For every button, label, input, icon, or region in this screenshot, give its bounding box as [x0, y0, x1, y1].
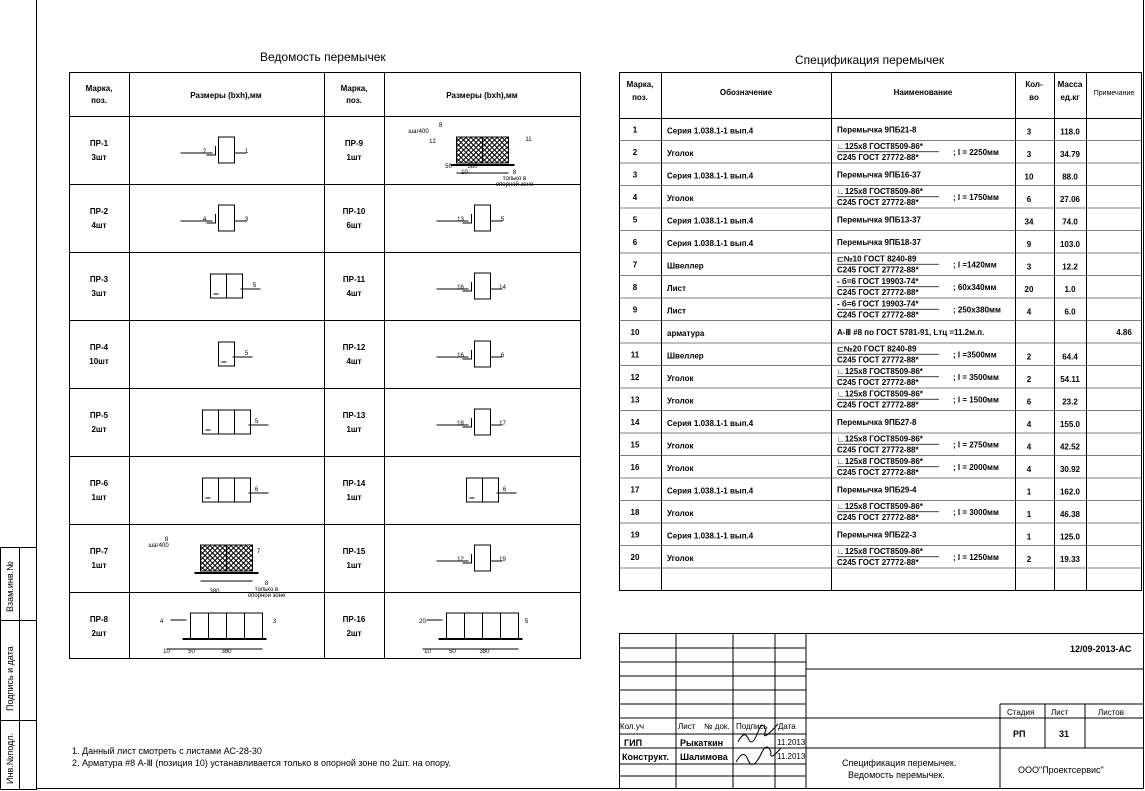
spec-qty: 34 — [1024, 217, 1034, 227]
position-label: 1 — [244, 149, 249, 155]
spec-designation: Уголок — [667, 396, 694, 406]
spec-mass: 155.0 — [1059, 419, 1081, 429]
spec-name-line1: ∟125х8 ГОСТ8509-86* — [837, 434, 923, 444]
position-label: 18 — [457, 421, 464, 427]
spec-name-line2: С245 ГОСТ 27772-88* — [837, 355, 919, 365]
lintel-qty: 4шт — [346, 289, 362, 298]
spec-qty: 4 — [1026, 419, 1032, 429]
lintel-mark: ПР-13 — [342, 411, 366, 420]
lintel-mark: ПР-5 — [89, 411, 109, 420]
position-label: шаг400 — [148, 543, 169, 549]
spec-qty: 4 — [1026, 464, 1032, 474]
spec-pos: 9 — [632, 305, 638, 315]
spec-name-line1: ∟125х8 ГОСТ8509-86* — [837, 141, 923, 151]
spec-name: Перемычка 9ПБ13-37 — [837, 215, 921, 225]
spec-pos: 8 — [632, 282, 638, 292]
lintel-mark: ПР-12 — [342, 343, 366, 352]
col-header: Кол.уч — [620, 722, 644, 731]
position-label: только в — [254, 587, 279, 593]
spec-name: Перемычка 9ПБ21-8 — [837, 125, 917, 135]
spec-mass: 12.2 — [1062, 262, 1078, 272]
lintel-mark: ПР-2 — [89, 207, 109, 216]
position-label: 50 — [188, 649, 195, 655]
lintel-qty: 3шт — [91, 289, 107, 298]
lintel-qty: 10шт — [89, 357, 109, 366]
spec-name: Перемычка 9ПБ29-4 — [837, 485, 917, 495]
side-stamp-label: Подпись и дата — [5, 646, 15, 711]
lintel-mark: ПР-11 — [342, 275, 366, 284]
spec-mass: 27.06 — [1059, 194, 1081, 204]
spec-size: ; 60х340мм — [953, 282, 997, 292]
spec-name-line1: ∟125х8 ГОСТ8509-86* — [837, 366, 923, 376]
spec-mass: 88.0 — [1062, 172, 1078, 182]
spec-pos: 11 — [630, 350, 640, 360]
name-header: Наименование — [893, 88, 953, 97]
spec-designation: Серия 1.038.1-1 вып.4 — [667, 486, 754, 496]
spec-name-line1: ⊏№20 ГОСТ 8240-89 — [837, 344, 917, 354]
spec-note: 4.86 — [1116, 327, 1132, 337]
spec-size: ; l = 1750мм — [953, 192, 999, 202]
spec-qty: 10 — [1024, 172, 1034, 182]
spec-qty: 2 — [1026, 374, 1032, 384]
lintel-section-drawing — [437, 341, 503, 367]
lintel-qty: 6шт — [346, 221, 362, 230]
note-header: Примечание — [1093, 90, 1135, 97]
spec-qty: 1 — [1026, 487, 1032, 497]
spec-mass: 54.11 — [1060, 374, 1080, 384]
position-label: 5 — [254, 419, 259, 425]
spec-name-line1: ∟125х8 ГОСТ8509-86* — [837, 186, 923, 196]
position-label: 50 — [445, 164, 452, 170]
title-block — [619, 633, 1143, 789]
lintel-qty: 4шт — [346, 357, 362, 366]
lintel-section-drawing — [437, 273, 503, 299]
col-header: Лист — [678, 722, 696, 731]
spec-name-line2: С245 ГОСТ 27772-88* — [837, 197, 919, 207]
lintel-mark: ПР-9 — [344, 139, 364, 148]
lintel-section-drawing — [203, 478, 269, 502]
spec-qty: 4 — [1026, 442, 1032, 452]
position-label: 380 — [467, 164, 478, 170]
position-label: 8 — [512, 170, 517, 176]
position-label: 50 — [449, 649, 456, 655]
spec-designation: Швеллер — [667, 261, 704, 271]
spec-designation: Швеллер — [667, 351, 704, 361]
position-label: 13 — [457, 217, 464, 223]
name-gip: Рыкаткин — [680, 738, 724, 748]
spec-title: Спецификация перемычек — [795, 53, 945, 67]
lintel-section-drawing — [167, 613, 267, 649]
doc-title-line1: Спецификация перемычек. — [842, 758, 957, 768]
position-label: 16 — [457, 285, 464, 291]
spec-pos: 12 — [630, 372, 640, 382]
lintel-qty: 2шт — [91, 425, 107, 434]
signature-shalimova — [736, 747, 781, 765]
spec-designation: Уголок — [667, 193, 694, 203]
spec-mass: 125.0 — [1059, 532, 1081, 542]
spec-designation: Уголок — [667, 148, 694, 158]
spec-name-line1: - б=6 ГОСТ 19903-74* — [837, 299, 919, 309]
position-label: 380 — [479, 649, 490, 655]
spec-size: ; 250х380мм — [953, 305, 1001, 315]
position-label: 8 — [164, 537, 169, 543]
spec-pos: 6 — [632, 237, 638, 247]
lintel-section-drawing — [203, 410, 269, 434]
designation-header: Обозначение — [719, 88, 773, 97]
mass-header: ед.кг — [1060, 93, 1080, 102]
spec-mass: 23.2 — [1062, 397, 1078, 407]
doc-code: 12/09-2013-АС — [1070, 644, 1132, 654]
spec-mass: 30.92 — [1059, 464, 1081, 474]
position-label: 6 — [502, 487, 507, 493]
lintel-section-drawing — [181, 137, 247, 163]
lintel-section-drawing — [467, 478, 517, 502]
spec-name-line1: ∟125х8 ГОСТ8509-86* — [837, 389, 923, 399]
spec-pos: 19 — [630, 530, 640, 540]
note-1: 1. Данный лист смотреть с листами АС-28-30 — [72, 746, 262, 756]
spec-name-line1: ∟125х8 ГОСТ8509-86* — [837, 546, 923, 556]
company-name: ООО"Проектсервис" — [1018, 765, 1104, 775]
spec-pos: 3 — [632, 170, 638, 180]
lintel-mark: ПР-15 — [342, 547, 366, 556]
spec-size: ; l =3500мм — [953, 350, 997, 360]
lintel-section-drawing — [437, 409, 503, 435]
spec-qty: 3 — [1026, 149, 1032, 159]
position-label: 4 — [202, 217, 207, 223]
spec-pos: 7 — [632, 260, 638, 270]
lintel-qty: 1шт — [91, 493, 107, 502]
position-label: 12 — [457, 557, 464, 563]
spec-qty: 6 — [1026, 194, 1032, 204]
position-label: только в — [502, 176, 527, 182]
role-designer: Конструкт. — [622, 752, 669, 762]
spec-mass: 6.0 — [1064, 307, 1076, 317]
spec-qty: 4 — [1026, 307, 1032, 317]
spec-name: Перемычка 9ПБ27-8 — [837, 417, 917, 427]
spec-designation: Серия 1.038.1-1 вып.4 — [667, 126, 754, 136]
spec-designation: Серия 1.038.1-1 вып.4 — [667, 171, 754, 181]
sizes-header: Размеры (bxh),мм — [190, 91, 262, 100]
side-stamp-label: Взам.инв.№ — [5, 561, 15, 612]
lintel-section-drawing — [195, 545, 259, 581]
sheets-header: Листов — [1098, 708, 1124, 717]
spec-name-line2: С245 ГОСТ 27772-88* — [837, 512, 919, 522]
col-header: Дата — [778, 722, 796, 731]
spec-designation: Уголок — [667, 553, 694, 563]
spec-pos: 18 — [630, 507, 640, 517]
position-label: опорной зоне — [495, 182, 534, 188]
spec-size: ; l = 2750мм — [953, 440, 999, 450]
spec-pos: 10 — [630, 327, 640, 337]
position-label: 380 — [221, 649, 232, 655]
spec-pos: 1 — [632, 125, 638, 135]
sizes-header: Размеры (bxh),мм — [446, 91, 518, 100]
vedomost-table — [69, 72, 581, 659]
spec-table — [619, 72, 1142, 591]
spec-pos: 16 — [630, 462, 640, 472]
position-label: 10 — [163, 649, 170, 655]
spec-name-line2: С245 ГОСТ 27772-88* — [837, 445, 919, 455]
spec-designation: Серия 1.038.1-1 вып.4 — [667, 216, 754, 226]
position-label: опорной зоне — [247, 593, 286, 599]
position-label: 14 — [499, 285, 506, 291]
spec-qty: 2 — [1026, 352, 1032, 362]
spec-mass: 42.52 — [1059, 442, 1081, 452]
spec-designation: Уголок — [667, 463, 694, 473]
spec-size: ; l = 2250мм — [953, 147, 999, 157]
stage-header: Стадия — [1007, 708, 1035, 717]
pos-header: Марка, — [626, 80, 654, 89]
lintel-section-drawing — [437, 545, 503, 571]
lintel-mark: ПР-10 — [342, 207, 366, 216]
position-label: 8 — [264, 581, 269, 587]
spec-name-line2: С245 ГОСТ 27772-88* — [837, 287, 919, 297]
spec-qty: 20 — [1024, 284, 1034, 294]
position-label: 20 — [419, 619, 426, 625]
spec-svg — [619, 72, 1142, 591]
spec-qty: 6 — [1026, 397, 1032, 407]
lintel-qty: 1шт — [346, 561, 362, 570]
spec-designation: Лист — [667, 283, 686, 293]
spec-designation: арматура — [667, 328, 705, 338]
lintel-qty: 2шт — [346, 629, 362, 638]
position-label: 2 — [202, 149, 207, 155]
spec-mass: 1.0 — [1064, 284, 1076, 294]
spec-name-line2: С245 ГОСТ 27772-88* — [837, 467, 919, 477]
spec-name-line2: С245 ГОСТ 27772-88* — [837, 265, 919, 275]
lintel-mark: ПР-14 — [342, 479, 366, 488]
spec-pos: 20 — [630, 552, 640, 562]
spec-designation: Серия 1.038.1-1 вып.4 — [667, 418, 754, 428]
mark-header: поз. — [346, 96, 362, 105]
position-label: 16 — [457, 353, 464, 359]
position-label: шаг400 — [408, 129, 429, 135]
spec-qty: 1 — [1026, 509, 1032, 519]
spec-name: А-Ⅲ #8 по ГОСТ 5781-91, Lтц =11.2м.п. — [837, 327, 985, 337]
position-label: 10 — [461, 170, 468, 176]
spec-designation: Уголок — [667, 441, 694, 451]
stage-value: РП — [1013, 729, 1026, 739]
spec-qty: 3 — [1026, 127, 1032, 137]
lintel-mark: ПР-8 — [89, 615, 109, 624]
lintel-mark: ПР-7 — [89, 547, 109, 556]
spec-size: ; l = 1250мм — [953, 552, 999, 562]
position-label: 5 — [524, 619, 529, 625]
qty-header: во — [1029, 93, 1039, 102]
qty-header: Кол- — [1025, 80, 1043, 89]
mark-header: поз. — [91, 96, 107, 105]
position-label: 4 — [159, 619, 164, 625]
position-label: 6 — [254, 487, 259, 493]
position-label: 19 — [499, 557, 506, 563]
spec-name-line2: С245 ГОСТ 27772-88* — [837, 377, 919, 387]
lintel-qty: 1шт — [346, 493, 362, 502]
position-label: 5 — [500, 217, 505, 223]
spec-mass: 118.0 — [1060, 127, 1080, 137]
spec-pos: 17 — [630, 485, 640, 495]
spec-pos: 13 — [630, 395, 640, 405]
spec-qty: 1 — [1026, 532, 1032, 542]
spec-name: Перемычка 9ПБ18-37 — [837, 237, 921, 247]
spec-size: ; l = 2000мм — [953, 462, 999, 472]
spec-mass: 103.0 — [1059, 239, 1081, 249]
position-label: 5 — [252, 283, 257, 289]
spec-qty: 2 — [1026, 554, 1032, 564]
lintel-qty: 1шт — [91, 561, 107, 570]
spec-designation: Серия 1.038.1-1 вып.4 — [667, 531, 754, 541]
spec-size: ; l = 1500мм — [953, 395, 999, 405]
spec-name-line1: - б=6 ГОСТ 19903-74* — [837, 276, 919, 286]
position-label: 380 — [209, 589, 220, 595]
position-label: 10 — [424, 649, 431, 655]
vedomost-title: Ведомость перемычек — [260, 50, 386, 64]
mark-header: Марка, — [85, 84, 113, 93]
spec-name-line2: С245 ГОСТ 27772-88* — [837, 152, 919, 162]
name-designer: Шалимова — [680, 752, 728, 762]
lintel-qty: 4шт — [91, 221, 107, 230]
lintel-mark: ПР-1 — [89, 139, 109, 148]
lintel-mark: ПР-16 — [342, 615, 366, 624]
sheet-value: 31 — [1059, 729, 1070, 739]
spec-pos: 15 — [630, 440, 640, 450]
position-label: 8 — [438, 123, 443, 129]
lintel-section-drawing — [181, 205, 247, 231]
lintel-qty: 2шт — [91, 629, 107, 638]
spec-pos: 2 — [632, 147, 638, 157]
side-stamp — [0, 547, 37, 790]
vedomost-svg — [69, 72, 581, 659]
spec-name: Перемычка 9ПБ22-3 — [837, 530, 917, 540]
date-designer: 11.2013 — [777, 752, 806, 761]
spec-designation: Серия 1.038.1-1 вып.4 — [667, 238, 754, 248]
spec-name-line2: С245 ГОСТ 27772-88* — [837, 400, 919, 410]
position-label: 17 — [499, 421, 506, 427]
spec-mass: 19.33 — [1059, 554, 1081, 564]
spec-name: Перемычка 9ПБ16-37 — [837, 170, 921, 180]
position-label: 3 — [272, 619, 277, 625]
spec-pos: 14 — [630, 417, 640, 427]
position-label: 11 — [525, 137, 532, 143]
spec-size: ; l =1420мм — [953, 260, 997, 270]
col-header: Подпись — [736, 722, 768, 731]
side-stamp-label: Инв.№подл. — [5, 732, 15, 784]
doc-title-line2: Ведомость перемычек. — [848, 770, 945, 780]
spec-qty: 9 — [1026, 239, 1032, 249]
lintel-mark: ПР-3 — [89, 275, 109, 284]
spec-designation: Лист — [667, 306, 686, 316]
pos-header: поз. — [632, 93, 648, 102]
spec-mass: 64.4 — [1062, 352, 1078, 362]
mark-header: Марка, — [340, 84, 368, 93]
mass-header: Масса — [1057, 80, 1083, 89]
spec-size: ; l = 3500мм — [953, 372, 999, 382]
position-label: 6 — [500, 353, 505, 359]
position-label: 5 — [244, 351, 249, 357]
spec-designation: Уголок — [667, 373, 694, 383]
spec-mass: 74.0 — [1062, 217, 1078, 227]
lintel-qty: 1шт — [346, 425, 362, 434]
spec-mass: 162.0 — [1059, 487, 1081, 497]
spec-pos: 5 — [632, 215, 638, 225]
position-label: 3 — [244, 217, 249, 223]
sheet-header: Лист — [1051, 708, 1069, 717]
date-gip: 11.2013 — [777, 738, 806, 747]
lintel-qty: 1шт — [346, 153, 362, 162]
note-2: 2. Арматура #8 А-Ⅲ (позиция 10) устанавливается только в опорной зоне по 2шт. на опору. — [72, 758, 451, 768]
spec-qty: 3 — [1026, 262, 1032, 272]
spec-name-line1: ∟125х8 ГОСТ8509-86* — [837, 501, 923, 511]
col-header: № док. — [704, 722, 730, 731]
lintel-section-drawing — [451, 137, 515, 173]
spec-name-line1: ⊏№10 ГОСТ 8240-89 — [837, 254, 917, 264]
lintel-qty: 3шт — [91, 153, 107, 162]
spec-name-line1: ∟125х8 ГОСТ8509-86* — [837, 456, 923, 466]
spec-designation: Уголок — [667, 508, 694, 518]
position-label: 7 — [256, 549, 261, 555]
spec-name-line2: С245 ГОСТ 27772-88* — [837, 557, 919, 567]
position-label: 12 — [429, 139, 436, 145]
role-gip: ГИП — [624, 738, 643, 748]
spec-size: ; l = 3000мм — [953, 507, 999, 517]
spec-name-line2: С245 ГОСТ 27772-88* — [837, 310, 919, 320]
lintel-mark: ПР-6 — [89, 479, 109, 488]
lintel-section-drawing — [423, 613, 523, 649]
lintel-mark: ПР-4 — [89, 343, 109, 352]
spec-mass: 46.38 — [1059, 509, 1081, 519]
spec-mass: 34.79 — [1059, 149, 1081, 159]
lintel-section-drawing — [437, 205, 503, 231]
spec-pos: 4 — [632, 192, 638, 202]
